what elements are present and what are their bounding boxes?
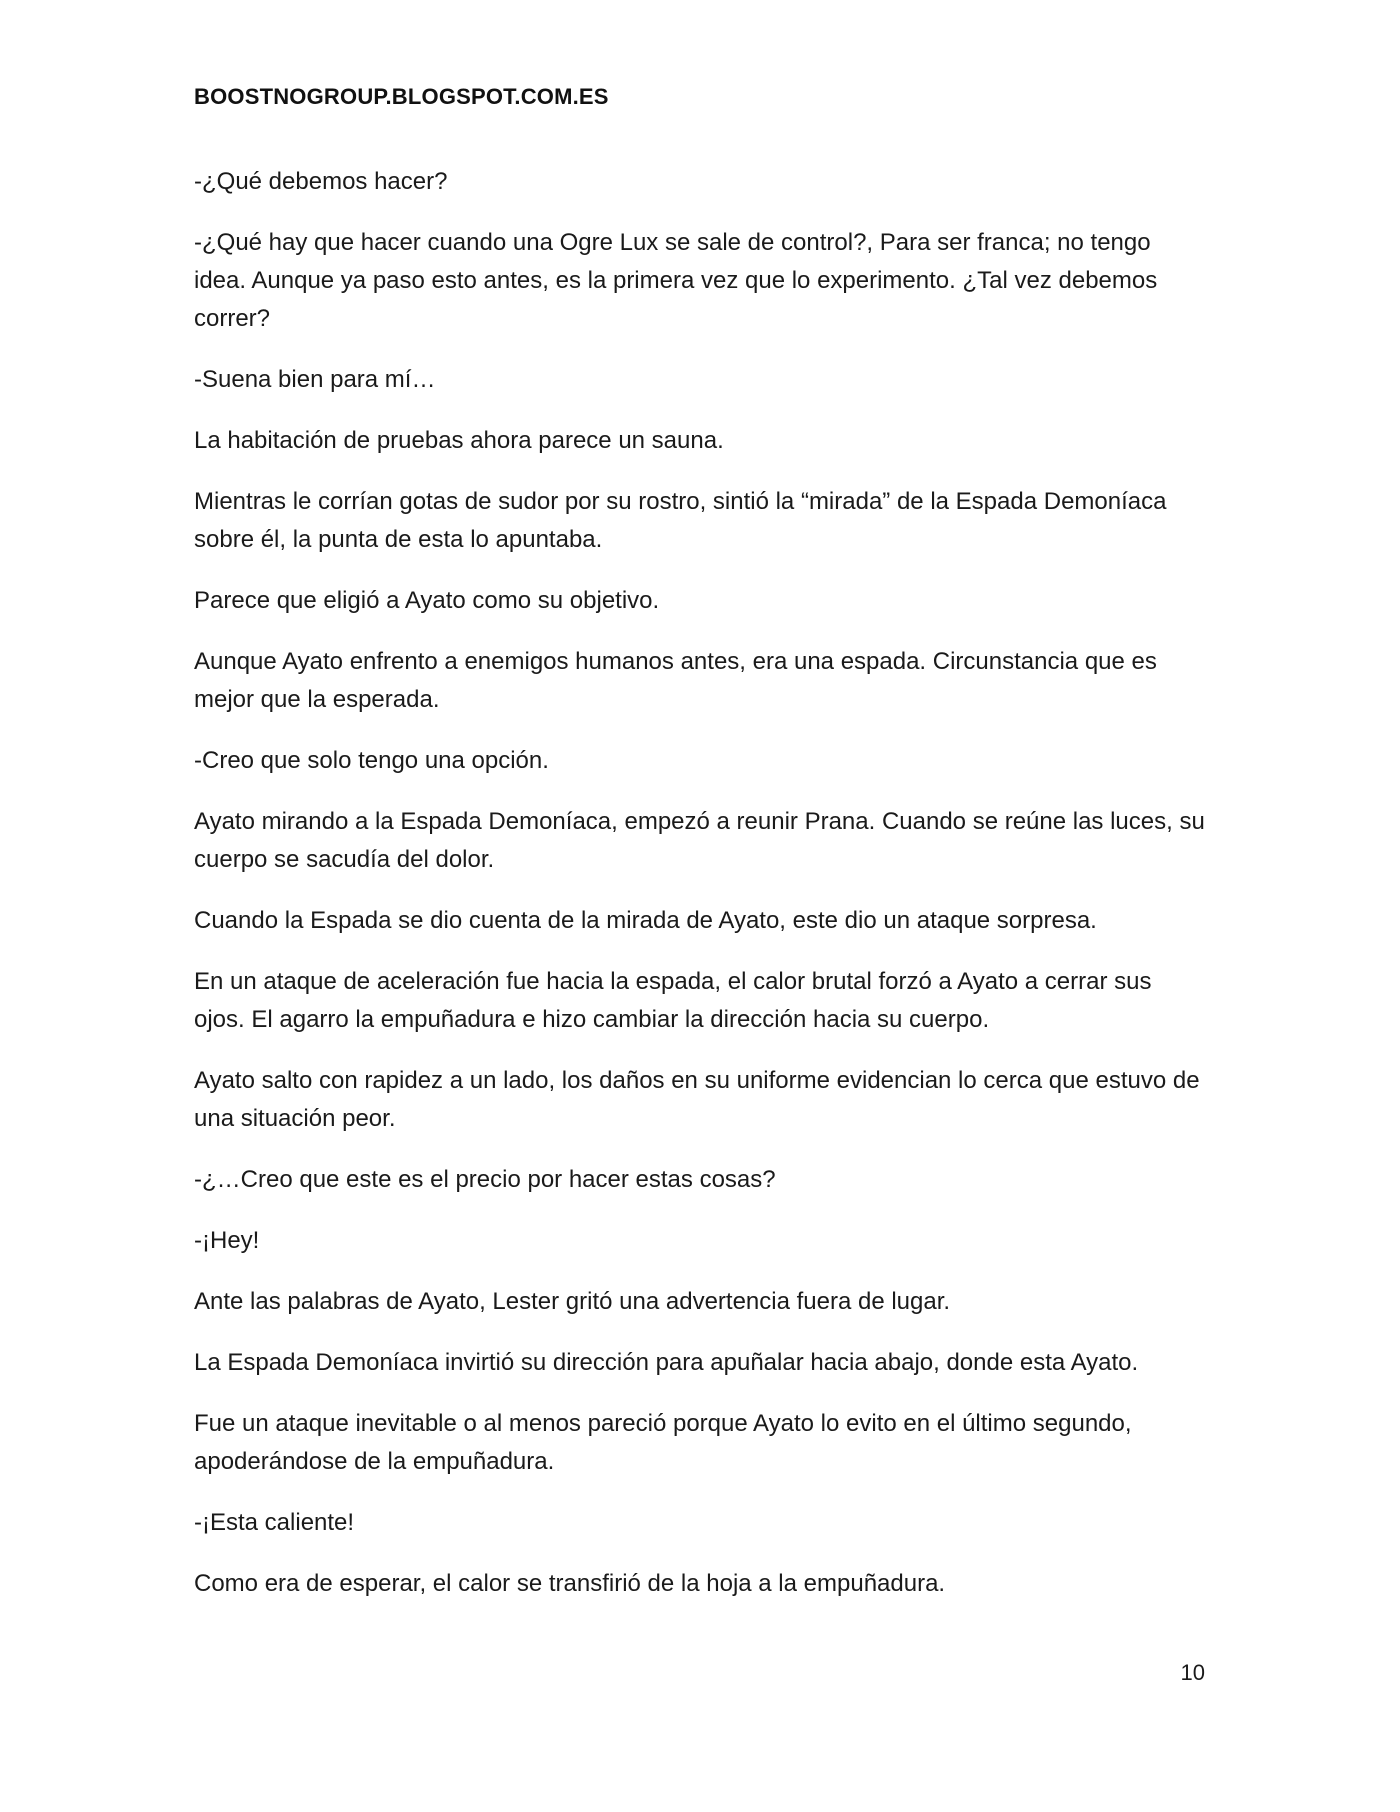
paragraph: Mientras le corrían gotas de sudor por su rostro, sintió la “mirada” de la Espada Demoníaca sobre él, la punta de esta lo apuntaba. [194,488,1167,553]
paragraph: Ayato salto con rapidez a un lado, los daños en su uniforme evidencian lo cerca que estuvo de una situación peor. [194,1067,1200,1132]
paragraph: -¡Esta caliente! [194,1509,355,1536]
page-header: BOOSTNOGROUP.BLOGSPOT.COM.ES [194,84,609,109]
paragraph: -¿Qué hay que hacer cuando una Ogre Lux se sale de control?, Para ser franca; no tengo idea. Aunque ya paso esto antes, es la primera vez que lo experimento. ¿Tal vez debemos correr? [194,229,1158,332]
paragraph: Fue un ataque inevitable o al menos pareció porque Ayato lo evito en el último segundo, apoderándose de la empuñadura. [194,1410,1132,1475]
paragraph: Cuando la Espada se dio cuenta de la mirada de Ayato, este dio un ataque sorpresa. [194,907,1097,934]
paragraph: Aunque Ayato enfrento a enemigos humanos antes, era una espada. Circunstancia que es mejor que la esperada. [194,648,1157,713]
paragraph: En un ataque de aceleración fue hacia la espada, el calor brutal forzó a Ayato a cerrar sus ojos. El agarro la empuñadura e hizo cambiar la dirección hacia su cuerpo. [194,968,1152,1033]
paragraph: Como era de esperar, el calor se transfirió de la hoja a la empuñadura. [194,1570,946,1597]
paragraph: Ayato mirando a la Espada Demoníaca, empezó a reunir Prana. Cuando se reúne las luces, su cuerpo se sacudía del dolor. [194,808,1205,873]
paragraph: -Creo que solo tengo una opción. [194,747,549,774]
paragraph: Ante las palabras de Ayato, Lester gritó una advertencia fuera de lugar. [194,1288,951,1315]
page-number: 10 [1180,1660,1205,1685]
paragraph: La habitación de pruebas ahora parece un sauna. [194,427,724,454]
page-body [194,163,1206,1626]
paragraph: -¿Qué debemos hacer? [194,168,448,195]
paragraph: -¡Hey! [194,1227,260,1254]
paragraph: -Suena bien para mí… [194,366,436,393]
paragraph: La Espada Demoníaca invirtió su dirección para apuñalar hacia abajo, donde esta Ayato. [194,1349,1139,1376]
paragraph: Parece que eligió a Ayato como su objetivo. [194,587,660,614]
paragraph: -¿…Creo que este es el precio por hacer estas cosas? [194,1166,776,1193]
